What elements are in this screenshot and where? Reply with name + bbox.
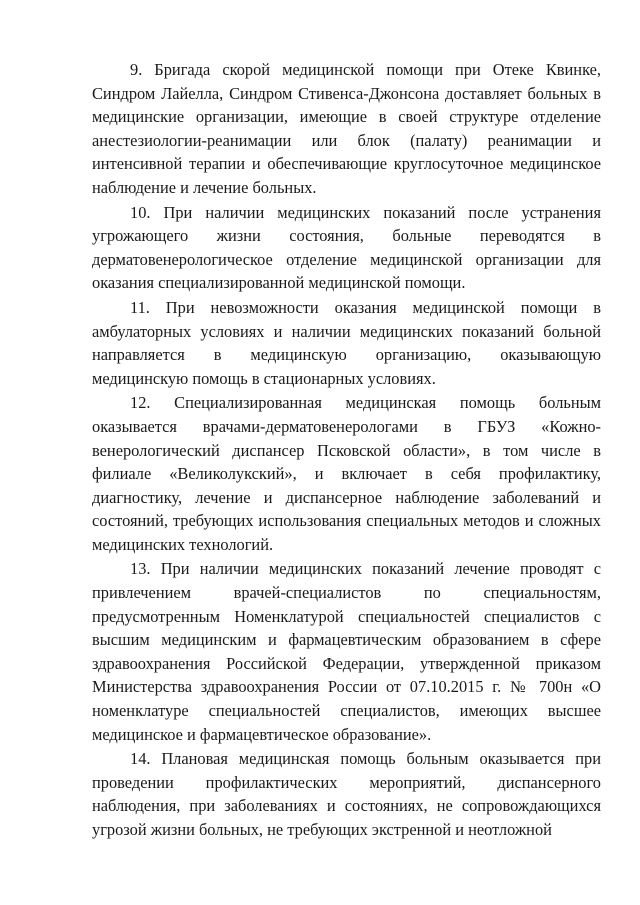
paragraph-10: 10. При наличии медицинских показаний после устранения угрожающего жизни состояния, больные переводятся в дерматовенерологическое отделение медицинской организации для оказания специализированной медицинской помощи. xyxy=(92,202,601,293)
paragraph-13: 13. При наличии медицинских показаний лечение проводят с привлечением врачей-специалистов по специальностям, предусмотренным Номенклатурой специальностей специалистов с высшим медицинским и фармацевтическим образованием в сфере здравоохранения Российской Федерации, утвержденной приказом Министерства здравоохранения России от 07.10.2015 г. № 700н «О номенклатуре специальностей специалистов, имеющих высшее медицинское и фармацевтическое образование». xyxy=(92,559,601,744)
document-body xyxy=(92,58,601,842)
paragraph-9: 9. Бригада скорой медицинской помощи при Отеке Квинке, Синдром Лайелла, Синдром Стивенса-Джонсона доставляет больных в медицинские организации, имеющие в своей структуре отделение анестезиологии-реанимации или блок (палату) реанимации и интенсивной терапии и обеспечивающие круглосуточное медицинское наблюдение и лечение больных. xyxy=(92,60,601,197)
paragraph-14: 14. Плановая медицинская помощь больным оказывается при проведении профилактических мероприятий, диспансерного наблюдения, при заболеваниях и состояниях, не сопровождающихся угрозой жизни больных, не требующих экстренной и неотложной xyxy=(92,749,601,839)
paragraph-11: 11. При невозможности оказания медицинской помощи в амбулаторных условиях и наличии медицинских показаний больной направляется в медицинскую организацию, оказывающую медицинскую помощь в стационарных условиях. xyxy=(92,297,601,388)
paragraph-12: 12. Специализированная медицинская помощь больным оказывается врачами-дерматовенерологами в ГБУЗ «Кожно-венерологический диспансер Псковской области», в том числе в филиале «Великолукский», и включает в себя профилактику, диагностику, лечение и диспансерное наблюдение заболеваний и состояний, требующих использования специальных методов и сложных медицинских технологий. xyxy=(92,393,601,554)
